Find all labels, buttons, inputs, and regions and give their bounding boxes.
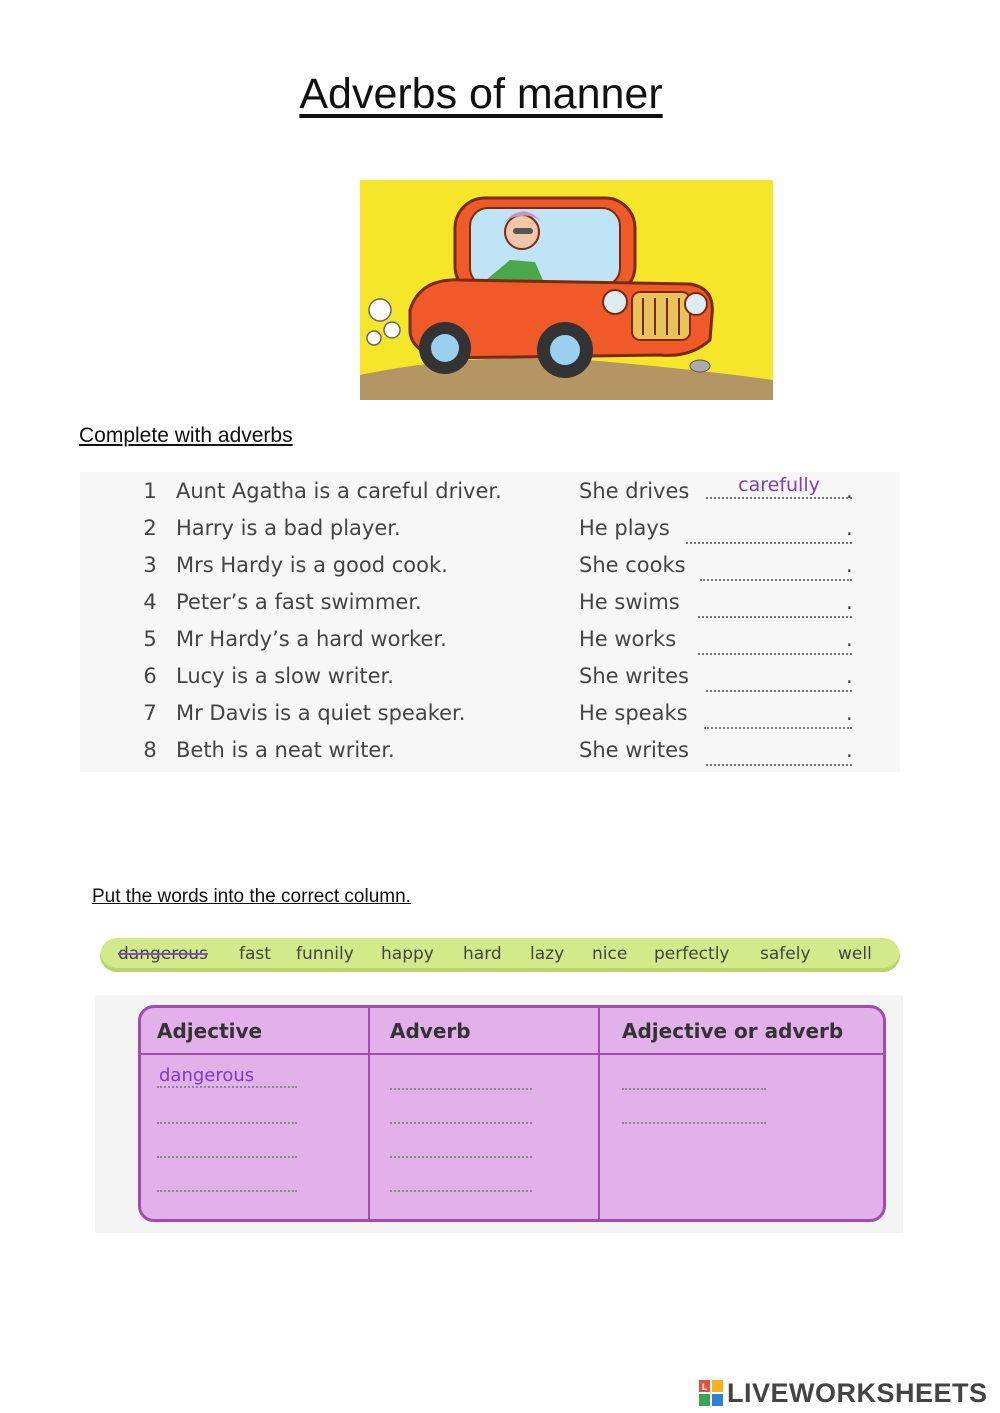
item-start: She cooks [579, 553, 686, 577]
end-dot: . [846, 701, 853, 725]
answer-input-4[interactable] [698, 592, 852, 618]
item-sentence: Aunt Agatha is a careful driver. [176, 479, 502, 503]
adjective-input-1[interactable] [157, 1064, 297, 1088]
liveworksheets-logo-icon [698, 1378, 725, 1408]
end-dot: . [846, 590, 853, 614]
answer-input-2[interactable] [686, 518, 852, 544]
item-number: 4 [143, 590, 157, 614]
word-bank-item: funnily [296, 944, 354, 964]
logo-letter: L [701, 1383, 708, 1393]
word-bank-item: fast [239, 944, 271, 964]
item-start: He works [579, 627, 677, 651]
word-bank-item: dangerous [118, 944, 208, 964]
adjective-input-3[interactable] [157, 1134, 297, 1158]
item-number: 6 [143, 664, 157, 688]
item-sentence: Mr Davis is a quiet speaker. [176, 701, 466, 725]
adjective-input-2[interactable] [157, 1100, 297, 1124]
both-input-2[interactable] [622, 1100, 766, 1124]
word-bank-item: lazy [530, 944, 565, 964]
item-start: He speaks [579, 701, 688, 725]
end-dot: . [846, 553, 853, 577]
word-bank-item: perfectly [654, 944, 730, 964]
adjective-input-4[interactable] [157, 1168, 297, 1192]
item-start: He swims [579, 590, 680, 614]
car-illustration [360, 180, 773, 400]
column-header-both: Adjective or adverb [622, 1019, 844, 1043]
brand-name: LIVEWORKSHEETS [727, 1378, 988, 1408]
end-dot: . [846, 664, 853, 688]
item-sentence: Lucy is a slow writer. [176, 664, 394, 688]
adverb-input-2[interactable] [390, 1100, 532, 1124]
item-number: 2 [143, 516, 157, 540]
item-start: She drives [579, 479, 690, 503]
word-bank-item: hard [463, 944, 502, 964]
end-dot: . [846, 738, 853, 762]
column-header-adverb: Adverb [390, 1019, 471, 1043]
item-sentence: Harry is a bad player. [176, 516, 401, 540]
word-bank-item: nice [592, 944, 628, 964]
column-header-adjective: Adjective [157, 1019, 263, 1043]
item-number: 1 [143, 479, 157, 503]
item-sentence: Peter’s a fast swimmer. [176, 590, 422, 614]
item-sentence: Mrs Hardy is a good cook. [176, 553, 448, 577]
adverb-input-1[interactable] [390, 1066, 532, 1090]
word-bank-item: happy [381, 944, 434, 964]
column-divider [368, 1008, 370, 1219]
section2-heading: Put the words into the correct column. [92, 886, 411, 907]
item-sentence: Mr Hardy’s a hard worker. [176, 627, 447, 651]
end-dot: . [846, 516, 853, 540]
both-input-1[interactable] [622, 1066, 766, 1090]
answer-input-6[interactable] [706, 666, 852, 692]
item-start: She writes [579, 664, 689, 688]
answer-input-1[interactable] [706, 473, 852, 499]
item-start: She writes [579, 738, 689, 762]
answer-input-8[interactable] [706, 740, 852, 766]
word-bank-item: safely [760, 944, 811, 964]
answer-input-3[interactable] [700, 555, 852, 581]
section1-heading: Complete with adverbs [79, 424, 293, 447]
word-bank [100, 938, 900, 972]
adverb-input-3[interactable] [390, 1134, 532, 1158]
page-title: Adverbs of manner [299, 70, 663, 118]
item-start: He plays [579, 516, 670, 540]
exercise-list [80, 472, 900, 772]
item-number: 5 [143, 627, 157, 651]
item-number: 7 [143, 701, 157, 725]
word-bank-item: well [838, 944, 872, 964]
item-number: 3 [143, 553, 157, 577]
end-dot: . [846, 479, 853, 503]
adverb-input-4[interactable] [390, 1168, 532, 1192]
end-dot: . [846, 627, 853, 651]
item-sentence: Beth is a neat writer. [176, 738, 395, 762]
answer-input-5[interactable] [698, 629, 852, 655]
item-number: 8 [143, 738, 157, 762]
word-columns-table [138, 1005, 886, 1222]
column-divider [598, 1008, 600, 1219]
answer-input-7[interactable] [704, 703, 852, 729]
